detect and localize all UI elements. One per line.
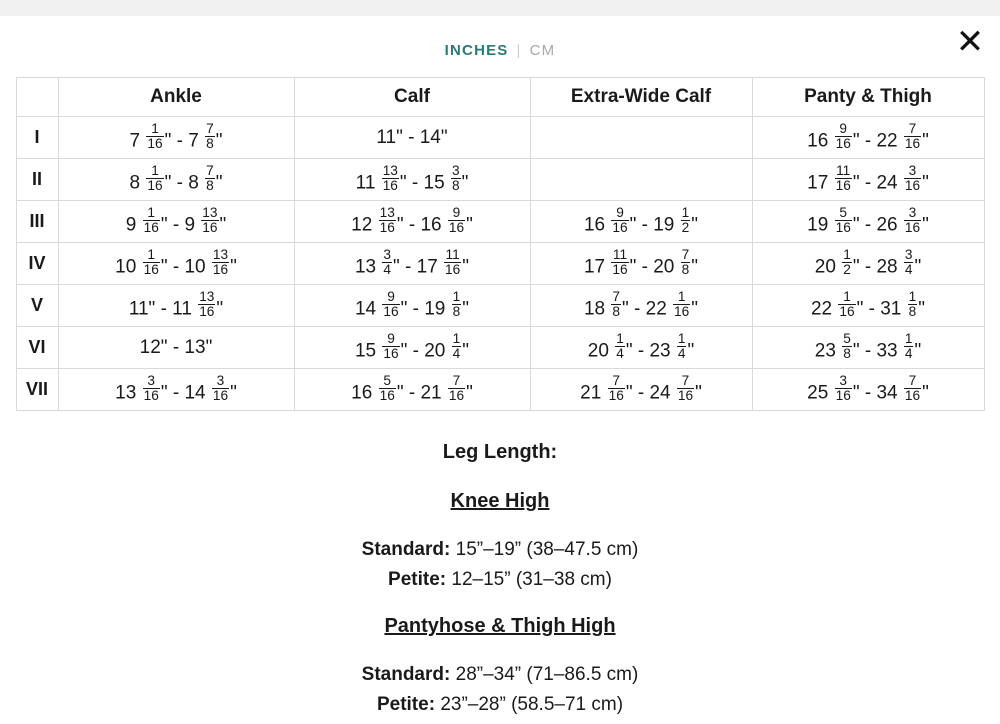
extra-wide-calf-cell: 20 $\frac{1}{4}$ " - 23 $\frac{1}{4}$ " <box>530 327 752 369</box>
table-row <box>16 117 984 159</box>
extra-wide-calf-cell <box>530 159 752 201</box>
header-calf: Calf <box>294 78 530 117</box>
size-cell: III <box>16 201 58 243</box>
calf-cell: 12 $\frac{13}{16}$ " - 16 $\frac{9}{16}$ " <box>294 201 530 243</box>
unit-inches-option[interactable]: INCHES <box>444 42 509 59</box>
header-panty-thigh: Panty & Thigh <box>752 78 984 117</box>
size-cell: VII <box>16 369 58 411</box>
knee-high-standard <box>0 539 1000 561</box>
table-row <box>16 201 984 243</box>
calf-cell: 13 $\frac{3}{4}$ " - 17 $\frac{11}{16}$ " <box>294 243 530 285</box>
pantyhose-standard-value: 28”–34” (71–86.5 cm) <box>455 664 639 685</box>
ankle-cell: 8 $\frac{1}{16}$ " - 8 $\frac{7}{8}$ " <box>58 159 294 201</box>
unit-toggle <box>0 16 1000 59</box>
leg-length-section <box>0 441 1000 716</box>
calf-cell: 16 $\frac{5}{16}$ " - 21 $\frac{7}{16}$ " <box>294 369 530 411</box>
table-row <box>16 159 984 201</box>
knee-high-standard-value: 15”–19” (38–47.5 cm) <box>455 539 639 560</box>
panty-thigh-cell: 19 $\frac{5}{16}$ " - 26 $\frac{3}{16}$ " <box>752 201 984 243</box>
unit-cm-option[interactable]: CM <box>529 42 556 59</box>
table-row <box>16 369 984 411</box>
size-chart-modal <box>0 16 1000 724</box>
table-row <box>16 243 984 285</box>
panty-thigh-cell: 20 $\frac{1}{2}$ " - 28 $\frac{3}{4}$ " <box>752 243 984 285</box>
knee-high-petite-value: 12–15” (31–38 cm) <box>451 569 612 590</box>
size-cell: IV <box>16 243 58 285</box>
panty-thigh-cell: 23 $\frac{5}{8}$ " - 33 $\frac{1}{4}$ " <box>752 327 984 369</box>
calf-cell: 11 $\frac{13}{16}$ " - 15 $\frac{3}{8}$ " <box>294 159 530 201</box>
header-ankle: Ankle <box>58 78 294 117</box>
knee-high-petite-label: Petite: <box>388 569 447 590</box>
pantyhose-thigh-high-block <box>0 615 1000 716</box>
table-row <box>16 285 984 327</box>
pantyhose-petite-value: 23”–28” (58.5–71 cm) <box>440 694 624 715</box>
knee-high-petite <box>0 569 1000 591</box>
pantyhose-standard-label: Standard: <box>361 664 451 685</box>
close-icon[interactable]: ✕ <box>952 24 988 60</box>
page-background-strip <box>0 0 1000 17</box>
unit-separator: | <box>516 42 522 59</box>
panty-thigh-cell: 25 $\frac{3}{16}$ " - 34 $\frac{7}{16}$ " <box>752 369 984 411</box>
panty-thigh-cell: 22 $\frac{1}{16}$ " - 31 $\frac{1}{8}$ " <box>752 285 984 327</box>
ankle-cell: 7 $\frac{1}{16}$ " - 7 $\frac{7}{8}$ " <box>58 117 294 159</box>
knee-high-block <box>0 490 1000 591</box>
extra-wide-calf-cell: 18 $\frac{7}{8}$ " - 22 $\frac{1}{16}$ " <box>530 285 752 327</box>
ankle-cell: 9 $\frac{1}{16}$ " - 9 $\frac{13}{16}$ " <box>58 201 294 243</box>
ankle-cell: 11" - 11 $\frac{13}{16}$ " <box>58 285 294 327</box>
pantyhose-thigh-high-heading: Pantyhose & Thigh High <box>384 615 616 637</box>
pantyhose-standard <box>0 664 1000 686</box>
knee-high-heading: Knee High <box>450 490 550 512</box>
extra-wide-calf-cell: 17 $\frac{11}{16}$ " - 20 $\frac{7}{8}$ " <box>530 243 752 285</box>
table-header-row <box>16 78 984 117</box>
panty-thigh-cell: 17 $\frac{11}{16}$ " - 24 $\frac{3}{16}$ " <box>752 159 984 201</box>
calf-cell: 15 $\frac{9}{16}$ " - 20 $\frac{1}{4}$ " <box>294 327 530 369</box>
leg-length-title: Leg Length: <box>442 441 558 463</box>
calf-cell: 14 $\frac{9}{16}$ " - 19 $\frac{1}{8}$ " <box>294 285 530 327</box>
knee-high-standard-label: Standard: <box>361 539 451 560</box>
pantyhose-petite <box>0 694 1000 716</box>
header-extra-wide-calf: Extra-Wide Calf <box>530 78 752 117</box>
ankle-cell: 10 $\frac{1}{16}$ " - 10 $\frac{13}{16}$ " <box>58 243 294 285</box>
extra-wide-calf-cell: 21 $\frac{7}{16}$ " - 24 $\frac{7}{16}$ " <box>530 369 752 411</box>
ankle-cell: 12" - 13" <box>58 327 294 369</box>
panty-thigh-cell: 16 $\frac{9}{16}$ " - 22 $\frac{7}{16}$ " <box>752 117 984 159</box>
header-size <box>16 78 58 117</box>
pantyhose-petite-label: Petite: <box>376 694 436 715</box>
extra-wide-calf-cell: 16 $\frac{9}{16}$ " - 19 $\frac{1}{2}$ " <box>530 201 752 243</box>
size-cell: II <box>16 159 58 201</box>
table-row <box>16 327 984 369</box>
ankle-cell: 13 $\frac{3}{16}$ " - 14 $\frac{3}{16}$ " <box>58 369 294 411</box>
calf-cell: 11" - 14" <box>294 117 530 159</box>
section-spacer <box>0 599 1000 615</box>
extra-wide-calf-cell <box>530 117 752 159</box>
size-chart-table <box>16 77 985 411</box>
size-cell: V <box>16 285 58 327</box>
size-cell: I <box>16 117 58 159</box>
size-cell: VI <box>16 327 58 369</box>
